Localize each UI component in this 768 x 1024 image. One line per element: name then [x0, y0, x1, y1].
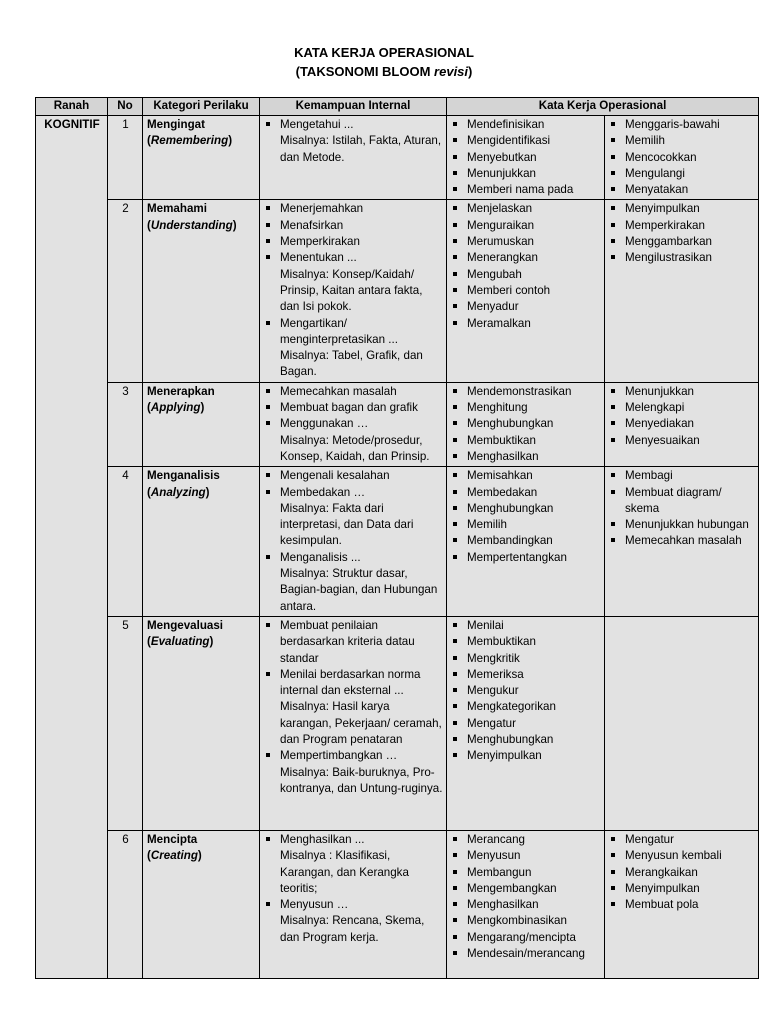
- document-title: KATA KERJA OPERASIONAL: [294, 45, 474, 60]
- list-item: Memecahkan masalah: [264, 384, 443, 400]
- list-item: Membuat diagram/ skema: [609, 485, 755, 518]
- row-number: 4: [108, 467, 143, 617]
- list-item: Membagi: [609, 468, 755, 484]
- list-item: Memilih: [609, 133, 755, 149]
- row-number: 5: [108, 616, 143, 830]
- list-item: Memperkirakan: [264, 234, 443, 250]
- kko2-cell: [605, 616, 759, 830]
- example-text: Misalnya: Struktur dasar, Bagian-bagian, dan Hubungan antara.: [280, 567, 438, 613]
- kko1-cell: [447, 830, 605, 978]
- list-item: Menyusun kembali: [609, 848, 755, 864]
- kko1-cell: [447, 616, 605, 830]
- list-item: Mengubah: [451, 267, 601, 283]
- list-item: Memisahkan: [451, 468, 601, 484]
- list-item: Menyusun: [451, 848, 601, 864]
- list-item: Mengkategorikan: [451, 699, 601, 715]
- category-name: Mencipta: [147, 832, 198, 846]
- list-item: Menerangkan: [451, 250, 601, 266]
- list-item: Menggunakan … Misalnya: Metode/prosedur, Konsep, Kaidah, dan Prinsip.: [264, 416, 443, 465]
- list-item: Membedakan … Misalnya: Fakta dari interpretasi, dan Data dari kesimpulan.: [264, 485, 443, 550]
- list-item: Memperkirakan: [609, 218, 755, 234]
- category-name: Mengevaluasi: [147, 618, 224, 632]
- example-text: Misalnya: Hasil karya karangan, Pekerjaan/ ceramah, dan Program penataran: [280, 700, 442, 746]
- list-item: Mendesain/merancang: [451, 946, 601, 962]
- kko2-cell: [605, 200, 759, 382]
- list-item: Merancang: [451, 832, 601, 848]
- kko2-cell: [605, 830, 759, 978]
- list-item: Merangkaikan: [609, 865, 755, 881]
- category-cell: [143, 200, 260, 382]
- list-item: Mengarang/mencipta: [451, 930, 601, 946]
- table-row: [36, 382, 759, 466]
- category-english: (Remembering): [147, 134, 233, 148]
- list-item: Mengukur: [451, 683, 601, 699]
- kko1-cell: [447, 467, 605, 617]
- kko2-cell: [605, 116, 759, 200]
- list-item: Mengkombinasikan: [451, 913, 601, 929]
- list-item: Mengilustrasikan: [609, 250, 755, 266]
- kko2-cell: [605, 382, 759, 466]
- kemampuan-cell: [260, 467, 447, 617]
- category-name: Menerapkan: [147, 384, 215, 398]
- list-item: Memberi nama pada: [451, 182, 601, 198]
- list-item: Menghubungkan: [451, 416, 601, 432]
- list-item: Menghitung: [451, 400, 601, 416]
- kko2-cell: [605, 467, 759, 617]
- list-item: Mempertimbangkan … Misalnya: Baik-buruknya, Pro-kontranya, dan Untung-ruginya.: [264, 748, 443, 797]
- category-name: Memahami: [147, 202, 207, 216]
- list-item: Menyebutkan: [451, 150, 601, 166]
- list-item: Mendefinisikan: [451, 117, 601, 133]
- list-item: Mengkritik: [451, 651, 601, 667]
- document-subtitle: (TAKSONOMI BLOOM revisi): [295, 64, 473, 79]
- table-row: [36, 200, 759, 382]
- category-english: (Understanding): [147, 218, 237, 232]
- list-item: Menilai: [451, 618, 601, 634]
- category-english: (Applying): [147, 401, 205, 415]
- list-item: Menganalisis ... Misalnya: Struktur dasar, Bagian-bagian, dan Hubungan antara.: [264, 550, 443, 615]
- row-number: 3: [108, 382, 143, 466]
- list-item: Mengidentifikasi: [451, 133, 601, 149]
- list-item: Memilih: [451, 517, 601, 533]
- list-item: Menjelaskan: [451, 201, 601, 217]
- kko1-cell: [447, 116, 605, 200]
- list-item: Mengetahui ... Misalnya: Istilah, Fakta, Aturan, dan Metode.: [264, 117, 443, 166]
- category-cell: [143, 382, 260, 466]
- list-item: Menguraikan: [451, 218, 601, 234]
- category-cell: [143, 116, 260, 200]
- row-number: 2: [108, 200, 143, 382]
- list-item: Melengkapi: [609, 400, 755, 416]
- header-kemampuan: Kemampuan Internal: [260, 98, 447, 116]
- example-text: Misalnya : Klasifikasi, Karangan, dan Kerangka teoritis;: [280, 849, 409, 895]
- list-item: Menunjukkan hubungan: [609, 517, 755, 533]
- kko-table: [35, 97, 759, 979]
- category-cell: [143, 467, 260, 617]
- list-item: Menyatakan: [609, 182, 755, 198]
- table-row: [36, 616, 759, 830]
- list-item: Menyusun … Misalnya: Rencana, Skema, dan Program kerja.: [264, 897, 443, 946]
- table-header-row: [36, 98, 759, 116]
- list-item: Memeriksa: [451, 667, 601, 683]
- category-english: (Analyzing): [147, 485, 210, 499]
- list-item: Membuktikan: [451, 433, 601, 449]
- category-cell: [143, 616, 260, 830]
- table-row: [36, 116, 759, 200]
- list-item: Menghasilkan: [451, 897, 601, 913]
- example-text: Misalnya: Rencana, Skema, dan Program kerja.: [280, 914, 425, 944]
- list-item: Merumuskan: [451, 234, 601, 250]
- list-item: Menghubungkan: [451, 732, 601, 748]
- example-text: Misalnya: Tabel, Grafik, dan Bagan.: [280, 349, 423, 379]
- list-item: Menghubungkan: [451, 501, 601, 517]
- list-item: Menunjukkan: [609, 384, 755, 400]
- ranah-cell: KOGNITIF: [36, 116, 108, 979]
- list-item: Meramalkan: [451, 316, 601, 332]
- list-item: Membuktikan: [451, 634, 601, 650]
- list-item: Mengenali kesalahan: [264, 468, 443, 484]
- list-item: Menyimpulkan: [609, 881, 755, 897]
- list-item: Menafsirkan: [264, 218, 443, 234]
- list-item: Mencocokkan: [609, 150, 755, 166]
- row-number: 6: [108, 830, 143, 978]
- list-item: Menyesuaikan: [609, 433, 755, 449]
- example-text: Misalnya: Fakta dari interpretasi, dan Data dari kesimpulan.: [280, 501, 414, 548]
- list-item: Menyimpulkan: [609, 201, 755, 217]
- table-row: [36, 467, 759, 617]
- kemampuan-cell: [260, 616, 447, 830]
- list-item: Membandingkan: [451, 533, 601, 549]
- header-ranah: Ranah: [36, 98, 108, 116]
- header-kko: Kata Kerja Operasional: [447, 98, 759, 116]
- category-english: (Creating): [147, 849, 202, 863]
- list-item: Menyimpulkan: [451, 748, 601, 764]
- list-item: Membedakan: [451, 485, 601, 501]
- list-item: Mengartikan/ menginterpretasikan ... Misalnya: Tabel, Grafik, dan Bagan.: [264, 316, 443, 381]
- category-name: Mengingat: [147, 118, 205, 131]
- list-item: Membuat pola: [609, 897, 755, 913]
- list-item: Membangun: [451, 865, 601, 881]
- list-item: Menyediakan: [609, 416, 755, 432]
- table-row: [36, 830, 759, 978]
- kko1-cell: [447, 200, 605, 382]
- list-item: Memberi contoh: [451, 283, 601, 299]
- list-item: Menggambarkan: [609, 234, 755, 250]
- category-english: (Evaluating): [147, 635, 214, 649]
- list-item: Mengatur: [609, 832, 755, 848]
- list-item: Mengembangkan: [451, 881, 601, 897]
- list-item: Menghasilkan: [451, 449, 601, 465]
- row-number: 1: [108, 116, 143, 200]
- example-text: Misalnya: Baik-buruknya, Pro-kontranya, dan Untung-ruginya.: [280, 765, 443, 795]
- category-cell: [143, 830, 260, 978]
- list-item: Membuat penilaian berdasarkan kriteria datau standar: [264, 618, 443, 667]
- kko1-cell: [447, 382, 605, 466]
- list-item: Menilai berdasarkan norma internal dan eksternal ... Misalnya: Hasil karya karangan, Pekerjaan/ ceramah, dan Program penataran: [264, 667, 443, 748]
- kemampuan-cell: [260, 116, 447, 200]
- list-item: Memecahkan masalah: [609, 533, 755, 549]
- kemampuan-cell: [260, 830, 447, 978]
- example-text: Misalnya: Metode/prosedur, Konsep, Kaidah, dan Prinsip.: [280, 433, 430, 463]
- header-no: No: [108, 98, 143, 116]
- list-item: Menghasilkan ... Misalnya : Klasifikasi, Karangan, dan Kerangka teoritis;: [264, 832, 443, 897]
- list-item: Menggaris-bawahi: [609, 117, 755, 133]
- list-item: Menerjemahkan: [264, 201, 443, 217]
- kemampuan-cell: [260, 382, 447, 466]
- header-kategori: Kategori Perilaku: [143, 98, 260, 116]
- list-item: Menyadur: [451, 299, 601, 315]
- list-item: Mempertentangkan: [451, 550, 601, 566]
- list-item: Membuat bagan dan grafik: [264, 400, 443, 416]
- example-text: Misalnya: Istilah, Fakta, Aturan, dan Metode.: [280, 134, 442, 164]
- list-item: Mendemonstrasikan: [451, 384, 601, 400]
- list-item: Mengatur: [451, 716, 601, 732]
- list-item: Menunjukkan: [451, 166, 601, 182]
- category-name: Menganalisis: [147, 469, 220, 483]
- example-text: Misalnya: Konsep/Kaidah/ Prinsip, Kaitan antara fakta, dan Isi pokok.: [280, 267, 423, 314]
- list-item: Menentukan ... Misalnya: Konsep/Kaidah/ Prinsip, Kaitan antara fakta, dan Isi pokok.: [264, 250, 443, 315]
- kemampuan-cell: [260, 200, 447, 382]
- list-item: Mengulangi: [609, 166, 755, 182]
